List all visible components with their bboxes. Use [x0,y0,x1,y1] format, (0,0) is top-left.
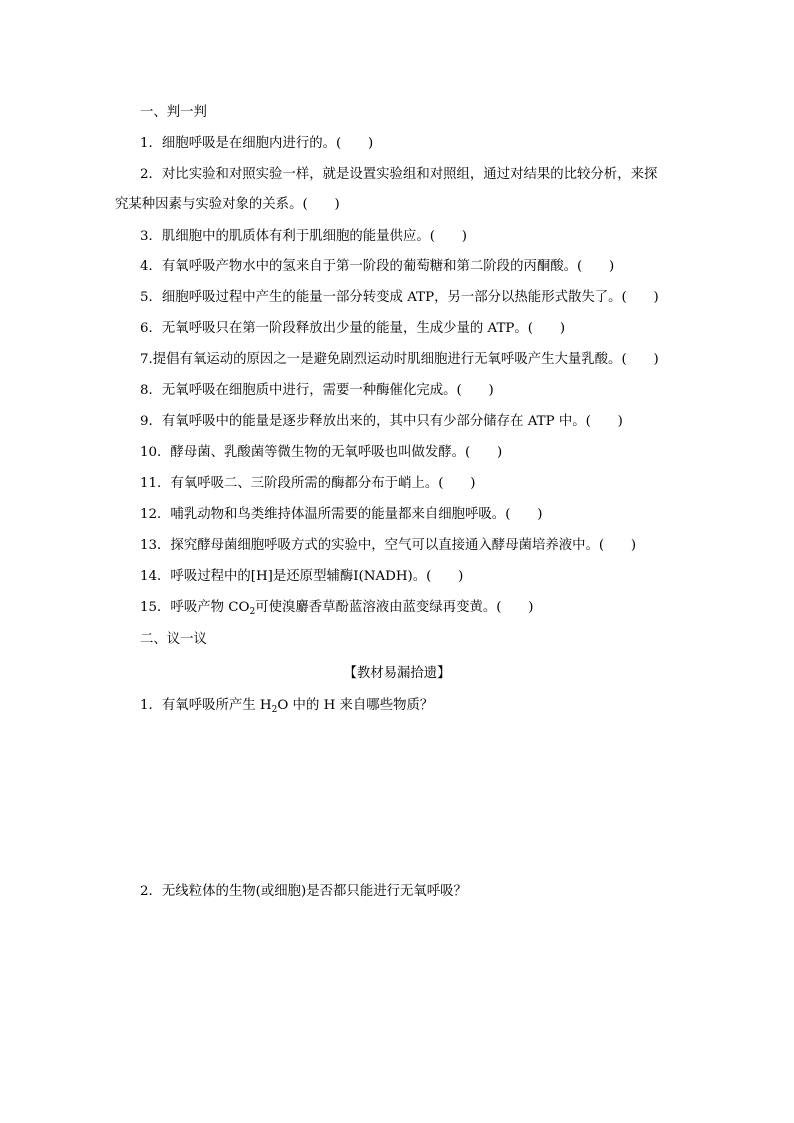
discuss-question-1-prefix: 1．有氧呼吸所产生 H [140,698,272,713]
judge-item-2: 2．对比实验和对照实验一样，就是设置实验组和对照组，通过对结果的比较分析，来探 [140,167,658,182]
judge-item-1: 1．细胞呼吸是在细胞内进行的。( ) [140,136,374,151]
judge-item-6: 6．无氧呼吸只在第一阶段释放出少量的能量，生成少量的 ATP。( ) [140,321,566,336]
judge-item-15-subscript: 2 [249,607,256,617]
judge-item-5: 5．细胞呼吸过程中产生的能量一部分转变成 ATP，另一部分以热能形式散失了。( ) [140,290,659,305]
judge-item-10: 10．酵母菌、乳酸菌等微生物的无氧呼吸也叫做发酵。( ) [140,445,503,460]
judge-item-9: 9．有氧呼吸中的能量是逐步释放出来的，其中只有少部分储存在 ATP 中。( ) [140,414,623,429]
discuss-question-1 [140,697,433,715]
judge-item-14: 14．呼吸过程中的[H]是还原型辅酶Ⅰ(NADH)。( ) [140,569,464,584]
judge-item-11: 11．有氧呼吸二、三阶段所需的酶都分布于峭上。( ) [140,476,476,491]
discuss-question-1-suffix: O 中的 H 来自哪些物质？ [277,698,434,713]
judge-item-7: 7.提倡有氧运动的原因之一是避免剧烈运动时肌细胞进行无氧呼吸产生大量乳酸。( ) [140,352,659,367]
judge-item-3: 3．肌细胞中的肌质体有利于肌细胞的能量供应。( ) [140,229,467,244]
judge-item-4: 4．有氧呼吸产物水中的氢来自于第一阶段的葡萄糖和第二阶段的丙酮酸。( ) [140,259,615,274]
section-heading-discuss: 二、议一议 [140,632,207,647]
judge-item-8: 8．无氧呼吸在细胞质中进行，需要一种酶催化完成。( ) [140,383,494,398]
judge-item-15-prefix: 15．呼吸产物 CO [140,600,250,615]
discuss-question-1-subscript: 2 [271,705,278,715]
judge-item-12: 12．哺乳动物和鸟类维持体温所需要的能量都来自细胞呼吸。( ) [140,507,543,522]
section-heading-judge: 一、判一判 [140,105,207,120]
judge-item-15 [140,599,533,617]
discuss-question-2: 2．无线粒体的生物(或细胞)是否都只能进行无氧呼吸？ [140,884,467,899]
textbook-gleanings-heading: 【教材易漏拾遗】 [343,666,451,681]
judge-item-2-continued: 究某种因素与实验对象的关系。( ) [115,197,340,212]
judge-item-15-suffix: 可使溴麝香草酚蓝溶液由蓝变绿再变黄。( ) [255,600,534,615]
judge-item-13: 13．探究酵母菌细胞呼吸方式的实验中，空气可以直接通入酵母菌培养液中。( ) [140,538,637,553]
